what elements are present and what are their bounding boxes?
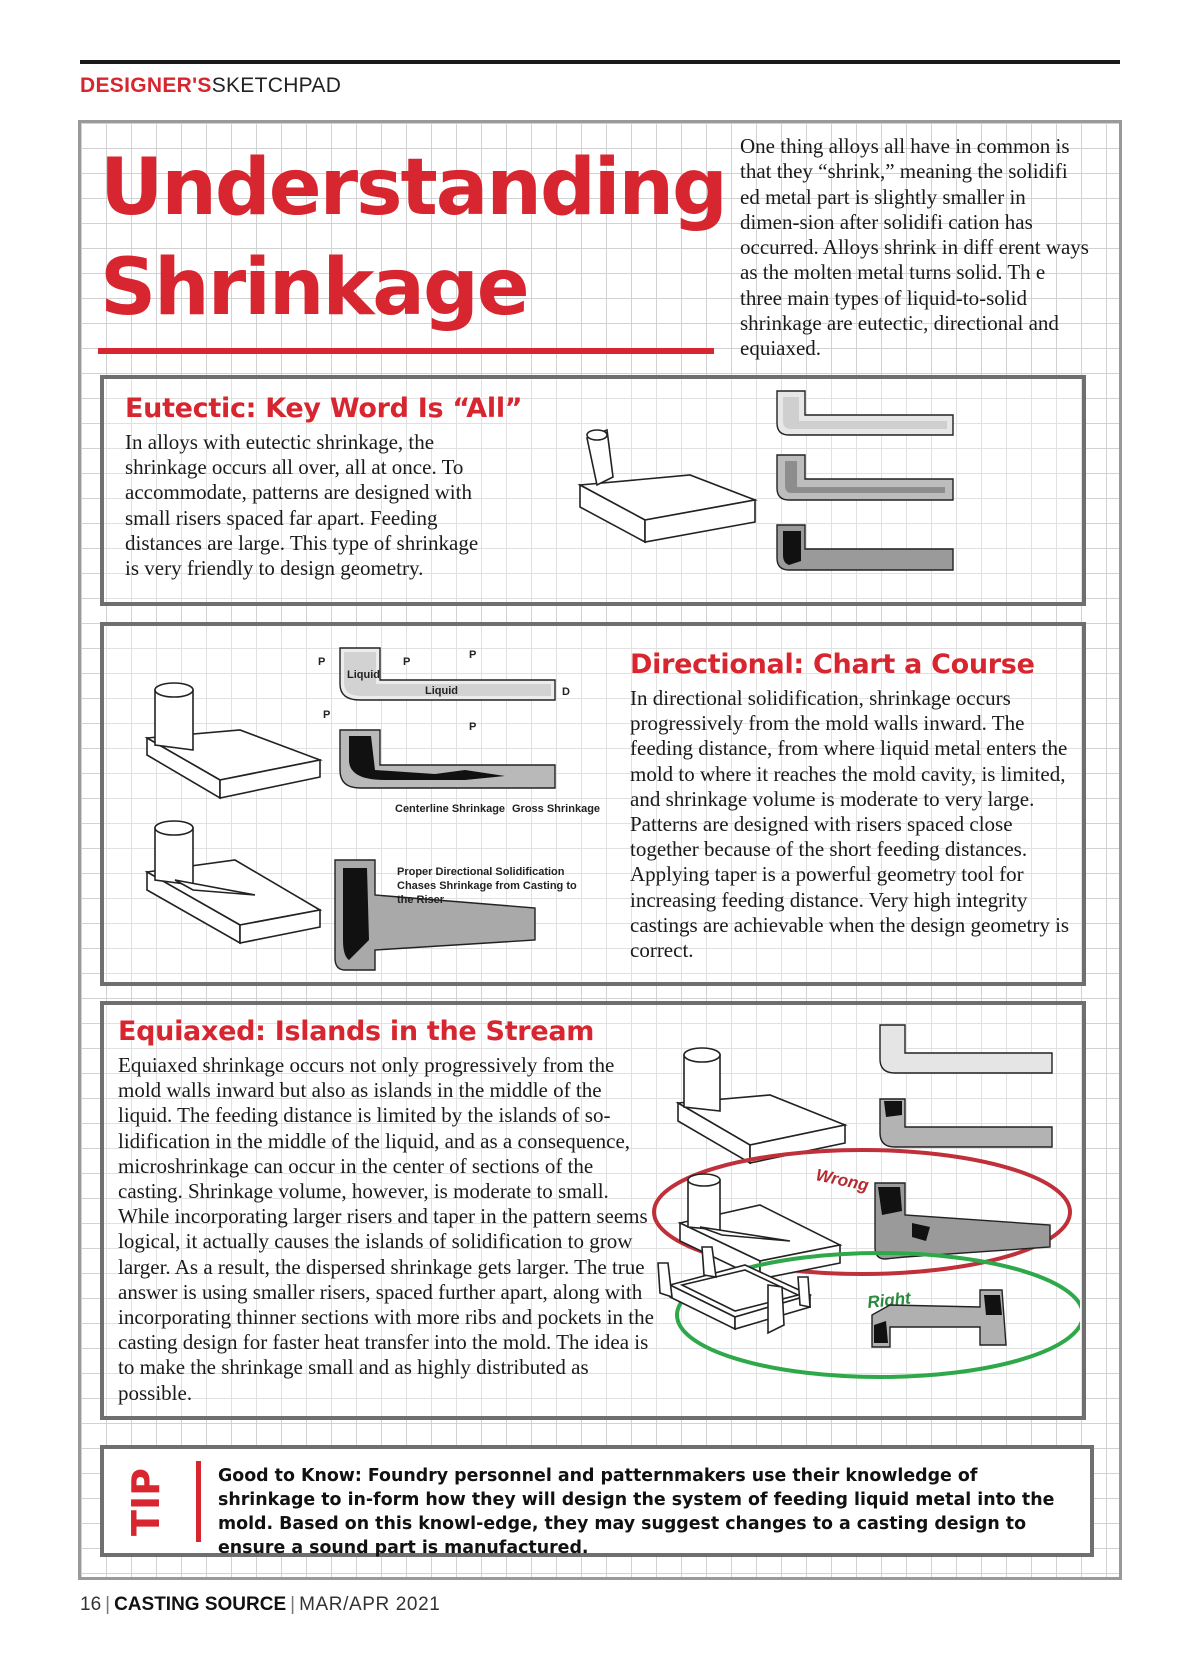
page-footer: [80, 1594, 440, 1616]
footer-separator-2: |: [290, 1594, 296, 1615]
equiaxed-body: Equiaxed shrinkage occurs not only progressively from the mold walls inward but also as islands in the middle of the liquid. The feeding distance is limited by the islands of so-lidification in the middle of the liquid, and as a consequence, microshrinkage can occur in the center of sections of the casting. Shrinkage volume, however, is moderate to small. While incorporating larger risers and taper in the pattern seems logical, it actually causes the islands of solidification to grow larger. As a result, the dispersed shrinkage gets larger. The true answer is using smaller risers, spaced further apart, along with incorporating thinner sections with more ribs and pockets in the casting design for faster heat transfer into the mold. The idea is to make the shrinkage small and as highly distributed as possible.: [118, 1053, 654, 1405]
eutectic-plate-illustration: [580, 430, 755, 542]
equiaxed-section-2: [880, 1099, 1052, 1147]
label-proper-line2: Chases Shrinkage from Casting to: [397, 880, 577, 892]
top-rule: [80, 60, 1120, 64]
label-d: D: [562, 686, 570, 698]
equiaxed-plate-top: [678, 1048, 845, 1163]
section-label-name: SKETCHPAD: [211, 74, 342, 97]
footer-separator: |: [105, 1594, 111, 1615]
label-p-top: P: [469, 649, 477, 661]
eutectic-section-1: [777, 391, 953, 435]
directional-figure: [135, 640, 605, 975]
directional-section-shrinkage: [340, 730, 555, 788]
eutectic-body: In alloys with eutectic shrinkage, the shrinkage occurs all over, all at once. To accommodate, patterns are designed with small risers spaced far apart. Feeding distances are large. This type of shrinkage is very friendly to design geometry.: [125, 430, 479, 581]
label-gross-shrinkage: Gross Shrinkage: [512, 803, 601, 815]
eutectic-section-2: [777, 455, 953, 500]
equiaxed-figure: [650, 1015, 1080, 1410]
eutectic-figure: [575, 385, 960, 595]
directional-plate-top: [147, 683, 320, 798]
equiaxed-heading: Equiaxed: Islands in the Stream: [118, 1016, 595, 1047]
section-label-brand: DESIGNER'S: [80, 74, 212, 97]
label-p-right: P: [403, 656, 411, 668]
page-number: 16: [80, 1594, 102, 1615]
tip-text: Good to Know: Foundry personnel and patternmakers use their knowledge of shrinkage to in-form how they will design the system of feeding liquid metal into the mold. Based on this knowl-edge, they may suggest changes to a casting design to ensure a sound part is manufactured.: [218, 1466, 1055, 1558]
title-line-1: Understanding: [100, 143, 726, 233]
label-p-left: P: [318, 656, 326, 668]
title-line-2: Shrinkage: [100, 243, 528, 333]
label-liquid-riser: Liquid: [347, 669, 380, 681]
issue-date: MAR/APR 2021: [299, 1594, 441, 1615]
directional-heading: Directional: Chart a Course: [630, 649, 1035, 680]
directional-plate-bottom: [147, 821, 320, 943]
label-p-bottom: P: [469, 721, 477, 733]
label-proper-line3: the Riser: [397, 894, 445, 906]
label-p-lower-left: P: [323, 709, 331, 721]
equiaxed-section-1: [880, 1025, 1052, 1073]
intro-paragraph: One thing alloys all have in common is that they “shrink,” meaning the solidifi ed metal part is slightly smaller in dimen-sion after solidifi cation has occurred. Alloys shrink in diff erent ways as the molten metal turns solid. Th e three main types of liquid-to-solid shrinkage are eutectic, directional and equiaxed.: [740, 134, 1089, 361]
tip-divider: [196, 1461, 201, 1542]
eutectic-section-3: [777, 525, 953, 570]
label-right: Right: [866, 1288, 912, 1312]
eutectic-heading: Eutectic: Key Word Is “All”: [125, 393, 523, 424]
title-underline: [98, 348, 714, 354]
directional-body: In directional solidification, shrinkage occurs progressively from the mold walls inward. The feeding distance, from where liquid metal enters the mold to where it reaches the mold cavity, is limited, and shrinkage volume is moderate to very large. Patterns are designed with risers spaced close together because of the short feeding distances. Applying taper is a powerful geometry tool for increasing feeding distance. Very high integrity castings are achievable when the design geometry is correct.: [630, 686, 1070, 963]
page-title: [100, 138, 726, 338]
equiaxed-section-wrong: [875, 1183, 1050, 1259]
section-label: [80, 74, 341, 98]
label-wrong: Wrong: [814, 1165, 871, 1196]
label-liquid-bar: Liquid: [425, 685, 458, 697]
label-proper-line1: Proper Directional Solidification: [397, 866, 565, 878]
label-centerline-shrinkage: Centerline Shrinkage: [395, 803, 506, 815]
publication-name: CASTING SOURCE: [114, 1594, 287, 1615]
tip-label: TIP: [124, 1468, 168, 1536]
